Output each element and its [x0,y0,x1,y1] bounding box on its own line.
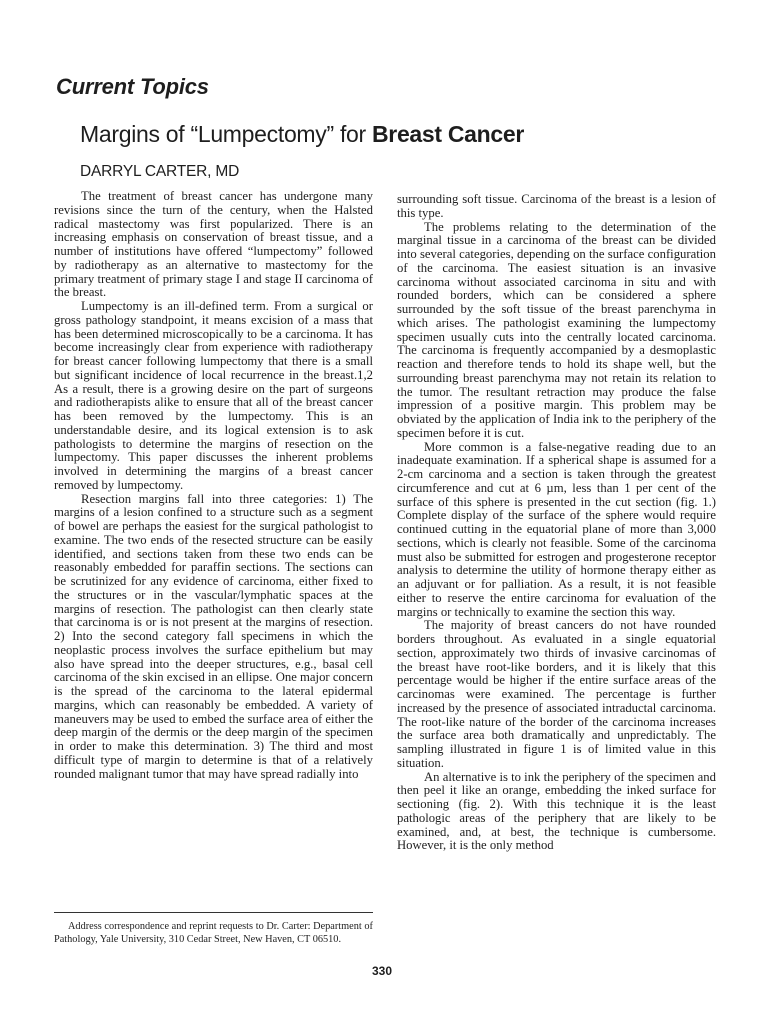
paragraph: More common is a false-negative reading due to an inadequate examination. If a spherical shape is assumed for a 2-cm carcinoma and a section is taken through the greatest circumference and cut at 6 µm, less than 1 per cent of the surface of this sphere is presented in the cut section (fig. 1.) Complete display of the surface of the sphere would require continued cutting in the equatorial plane of more than 3,000 sections, which is clearly not feasible. Some of the carcinoma must also be submitted for estrogen and progesterone receptor analysis to determine the utility of hormone therapy either as an adjuvant or for palliation. As a result, it is not feasible either to reserve the entire carcinoma for evaluation of the margins or technically to examine the section this way. [397,439,716,619]
paragraph: The treatment of breast cancer has undergone many revisions since the turn of the century, when the Halsted radical mastectomy was first popularized. There is an increasing emphasis on conservation of breast tissue, and a number of institutions have offered “lumpectomy” followed by radiotherapy as an alternative to mastectomy for the primary treatment of primary stage I and stage II carcinoma of the breast. [54,189,373,300]
paragraph: Resection margins fall into three categories: 1) The margins of a lesion confined to a structure such as a segment of bowel are perhaps the easiest for the surgical pathologist to examine. The two ends of the resected structure can be easily identified, and sections taken from these two ends can be reasonably embedded for paraffin sections. The sections can be scrutinized for any evidence of carcinoma, either fixed to the structures or in the vascular/lymphatic spaces at the margins of resection. The pathologist can then clearly state that carcinoma is or is not present at the margins of resection. 2) Into the second category fall specimens in which the neoplastic process involves the surface epithelium but may also have spread into the deeper structures, e.g., basal cell carcinoma of the skin excised in an ellipse. One major concern is the spread of the carcinoma to the lateral epidermal margins, which can reasonably be embedded. A variety of maneuvers may be used to embed the surface area of either the deep margin of the dermis or the deep margin of the specimen in order to make this determination. 3) The third and most difficult type of margin to determine is that of a relatively rounded malignant tumor that may have spread radially into [54,491,373,781]
paragraph-continuation: surrounding soft tissue. Carcinoma of the breast is a lesion of this type. [397,192,716,220]
right-column [397,193,716,853]
article-title-text: Margins of “Lumpectomy” for [80,121,372,147]
footnote-divider [54,912,373,913]
paragraph: An alternative is to ink the periphery of the specimen and then peel it like an orange, embedding the inked surface for sectioning (fig. 2). With this technique it is the least pathologic areas of the periphery that are likely to be examined, and, at best, the technique is cumbersome. However, it is the only method [397,769,716,853]
footnote-text: Address correspondence and reprint requests to Dr. Carter: Department of Pathology, Yale University, 310 Cedar Street, New Haven, CT 06510. [54,921,373,945]
page-number: 330 [372,964,393,978]
correspondence-footnote [54,921,373,946]
paragraph: The majority of breast cancers do not have rounded borders throughout. As evaluated in a single equatorial section, approximately two thirds of invasive carcinomas of the breast have root-like borders, and it is likely that this percentage would be higher if the entire surface areas of the carcinomas were examined. The percentage is further increased by the presence of associated intraductal carcinoma. The root-like nature of the border of the carcinoma increases the surface area both dramatically and unpredictably. The sampling illustrated in figure 1 is of limited value in this situation. [397,618,716,770]
section-heading: Current Topics [56,74,209,99]
left-column [54,190,373,781]
paragraph: Lumpectomy is an ill-defined term. From a surgical or gross pathology standpoint, it means excision of a mass that has been determined microscopically to be a carcinoma. It has become increasingly clear from experience with radiotherapy for breast cancer following lumpectomy that there is a small but significant incidence of local recurrence in the breast.1,2 As a result, there is a growing desire on the part of surgeons and radiotherapists alike to ensure that all of the breast cancer has been removed by the lumpectomy. This is an understandable desire, and its logical extension is to ask pathologists to determine the margins of resection on the lumpectomy. This paper discusses the inherent problems involved in determining the margins of a breast cancer removed by lumpectomy. [54,299,373,492]
article-title-bold-text: Breast Cancer [371,121,525,147]
author-byline: DARRYL CARTER, MD [80,163,240,180]
paragraph: The problems relating to the determination of the marginal tissue in a carcinoma of the breast can be divided into several categories, depending on the surface configuration of the carcinoma. The easiest situation is an invasive carcinoma without associated carcinoma in situ and with rounded borders, which can be considered a sphere surrounded by the soft tissue of the breast parenchyma in which arises. The pathologist examining the lumpectomy specimen usually cuts into the centrally located carcinoma. The carcinoma is frequently accompanied by a desmoplastic reaction and therefore tends to hold its shape well, but the surrounding breast parenchyma may not retain its relation to the tumor. The resultant retraction may produce the false impression of a positive margin. This problem may be obviated by the application of India ink to the periphery of the specimen before it is cut. [397,219,716,440]
article-title [80,121,524,148]
